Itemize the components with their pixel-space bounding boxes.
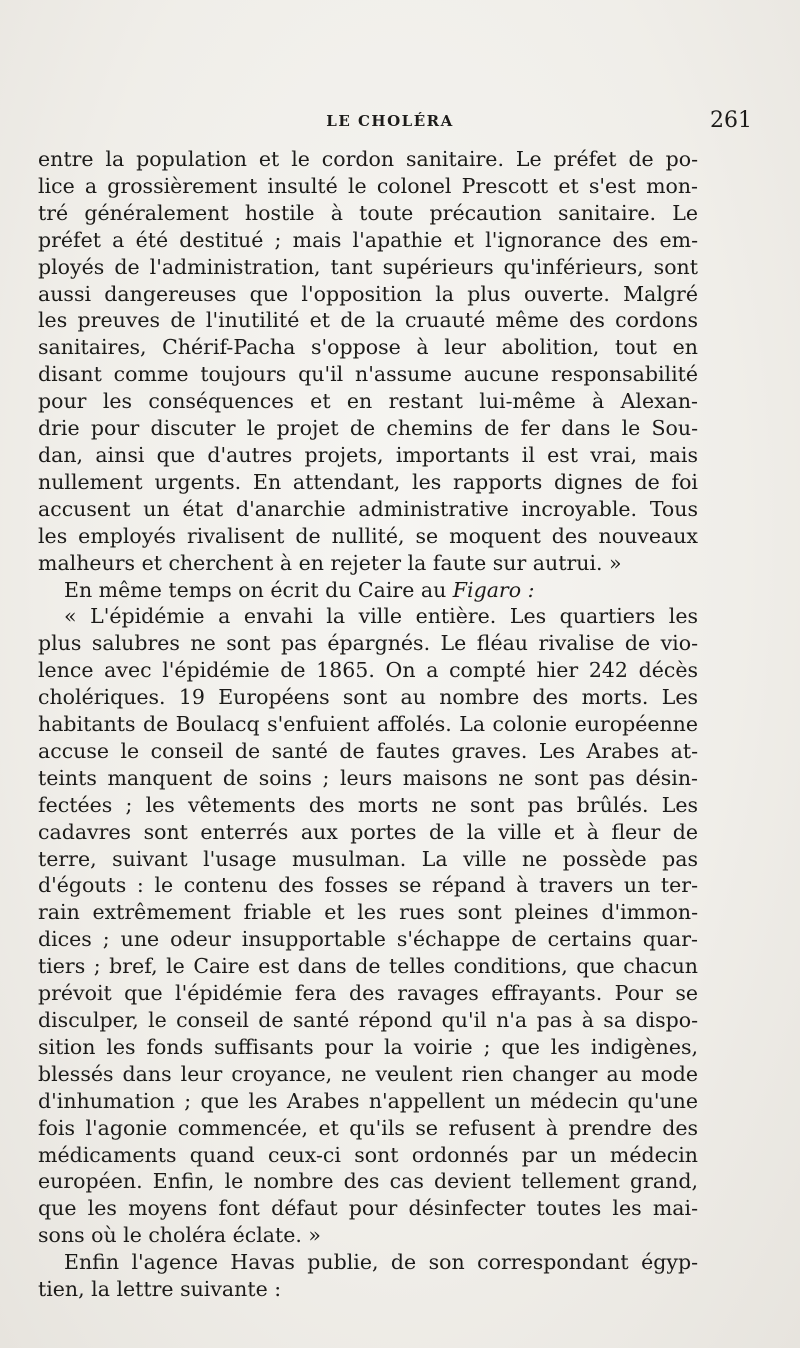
text-line: que les moyens font défaut pour désinfecter toutes les mai- [38, 1196, 698, 1221]
text-line: européen. Enfin, le nombre des cas devient tellement grand, [38, 1169, 698, 1194]
figaro-line-prefix: En même temps on écrit du Caire au [64, 577, 453, 602]
running-title: LE CHOLÉRA [326, 112, 454, 130]
text-line: fectées ; les vêtements des morts ne sont pas brûlés. Les [38, 792, 698, 817]
text-line: préfet a été destitué ; mais l'apathie et l'ignorance des em- [38, 227, 698, 252]
text-line: disculper, le conseil de santé répond qu'il n'a pas à sa dispo- [38, 1008, 698, 1032]
text-line: rain extrêmement friable et les rues sont pleines d'immon- [38, 900, 698, 925]
text-line: médicaments quand ceux-ci sont ordonnés par un médecin [38, 1142, 698, 1167]
text-line: lence avec l'épidémie de 1865. On a compté hier 242 décès [38, 658, 698, 683]
text-line: ployés de l'administration, tant supérieurs qu'inférieurs, sont [38, 254, 698, 279]
text-line: les preuves de l'inutilité et de la cruauté même des cordons [38, 308, 698, 333]
text-line: blessés dans leur croyance, ne veulent rien changer au mode [38, 1061, 698, 1086]
text-line: Enfin l'agence Havas publie, de son correspondant égyp- [64, 1250, 698, 1275]
text-line: terre, suivant l'usage musulman. La ville ne possède pas [38, 846, 698, 871]
text-line: tré généralement hostile à toute précaution sanitaire. Le [38, 200, 698, 225]
text-line: d'égouts : le contenu des fosses se répand à travers un ter- [38, 873, 698, 898]
text-line: accusent un état d'anarchie administrative incroyable. Tous [38, 496, 698, 521]
figaro-line-italic: Figaro : [452, 577, 535, 602]
text-line: habitants de Boulacq s'enfuient affolés. La colonie européenne [38, 712, 698, 737]
text-line: entre la population et le cordon sanitaire. Le préfet de po- [38, 147, 698, 171]
text-line: drie pour discuter le projet de chemins de fer dans le Sou- [38, 416, 698, 441]
text-line: cholériques. 19 Européens sont au nombre des morts. Les [38, 685, 698, 710]
text-line: disant comme toujours qu'il n'assume aucune responsabilité [38, 362, 698, 387]
text-line: nullement urgents. En attendant, les rapports dignes de foi [38, 469, 698, 494]
text-line: aussi dangereuses que l'opposition la plus ouverte. Malgré [38, 281, 698, 306]
body-text [38, 146, 698, 1303]
text-line: « L'épidémie a envahi la ville entière. Les quartiers les [64, 604, 698, 629]
text-line: sons où le choléra éclate. » [38, 1223, 321, 1248]
figaro-line [38, 577, 698, 604]
text-line: malheurs et cherchent à en rejeter la faute sur autrui. » [38, 550, 622, 575]
text-line: pour les conséquences et en restant lui-même à Alexan- [38, 389, 698, 414]
text-line: accuse le conseil de santé de fautes graves. Les Arabes at- [38, 738, 698, 763]
text-line: dices ; une odeur insupportable s'échappe de certains quar- [38, 927, 698, 952]
text-line: lice a grossièrement insulté le colonel Prescott et s'est mon- [38, 173, 698, 198]
text-line: sition les fonds suffisants pour la voirie ; que les indigènes, [38, 1034, 698, 1059]
text-line: sanitaires, Chérif-Pacha s'oppose à leur abolition, tout en [38, 335, 698, 360]
text-line: les employés rivalisent de nullité, se moquent des nouveaux [38, 523, 698, 548]
text-line: teints manquent de soins ; leurs maisons ne sont pas désin- [38, 765, 698, 790]
page-header [40, 108, 752, 138]
text-line: plus salubres ne sont pas épargnés. Le fléau rivalise de vio- [38, 631, 698, 656]
text-line: cadavres sont enterrés aux portes de la ville et à fleur de [38, 819, 698, 844]
text-line: tien, la lettre suivante : [38, 1277, 282, 1302]
text-line: dan, ainsi que d'autres projets, importants il est vrai, mais [38, 442, 698, 467]
text-line: prévoit que l'épidémie fera des ravages effrayants. Pour se [38, 981, 698, 1006]
page-number: 261 [710, 108, 752, 133]
text-line: d'inhumation ; que les Arabes n'appellent un médecin qu'une [38, 1088, 698, 1113]
text-line: tiers ; bref, le Caire est dans de telles conditions, que chacun [38, 954, 698, 979]
text-line: fois l'agonie commencée, et qu'ils se refusent à prendre des [38, 1115, 698, 1140]
